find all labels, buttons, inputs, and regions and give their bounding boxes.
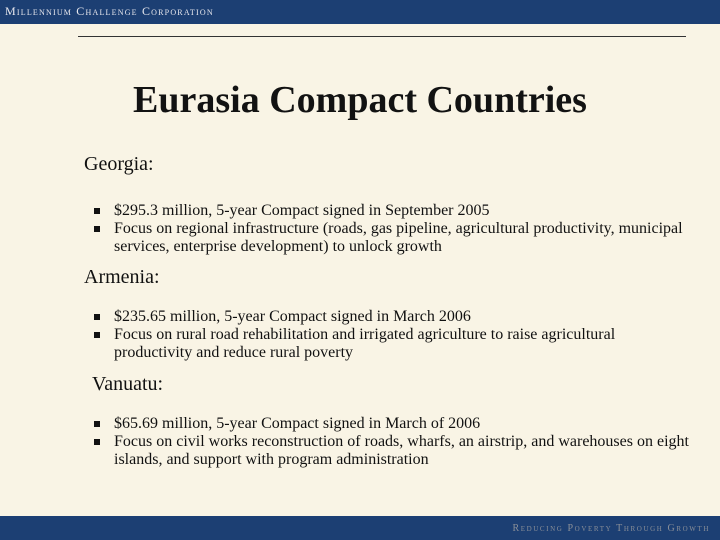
organization-name: Millennium Challenge Corporation xyxy=(5,4,214,18)
section-heading-armenia: Armenia: xyxy=(84,266,160,288)
bullet-list-georgia xyxy=(92,202,692,256)
footer-bar xyxy=(0,516,720,540)
bullet-text: Focus on civil works reconstruction of roads, wharfs, an airstrip, and warehouses on eight islands, and support with program administration xyxy=(114,433,689,468)
list-item xyxy=(92,415,692,433)
list-item xyxy=(92,433,692,469)
bullet-text: $235.65 million, 5-year Compact signed in March 2006 xyxy=(114,308,471,325)
list-item xyxy=(92,220,692,256)
bullet-text: Focus on rural road rehabilitation and irrigated agriculture to raise agricultural productivity and reduce rural poverty xyxy=(114,326,616,361)
square-bullet-icon xyxy=(94,421,100,427)
square-bullet-icon xyxy=(94,439,100,445)
header-bar xyxy=(0,0,720,24)
footer-tagline: Reducing Poverty Through Growth xyxy=(512,523,710,534)
bullet-text: $295.3 million, 5-year Compact signed in September 2005 xyxy=(114,202,490,219)
list-item xyxy=(92,202,692,220)
bullet-list-armenia xyxy=(92,308,692,362)
list-item xyxy=(92,308,692,326)
header-divider xyxy=(78,36,686,37)
list-item xyxy=(92,326,692,362)
slide-title: Eurasia Compact Countries xyxy=(133,79,587,121)
square-bullet-icon xyxy=(94,208,100,214)
square-bullet-icon xyxy=(94,332,100,338)
section-heading-vanuatu: Vanuatu: xyxy=(92,373,164,395)
bullet-text: Focus on regional infrastructure (roads, gas pipeline, agricultural productivity, municipal services, enterprise development) to unlock growth xyxy=(114,220,683,255)
bullet-text: $65.69 million, 5-year Compact signed in March of 2006 xyxy=(114,415,481,432)
section-heading-georgia: Georgia: xyxy=(84,153,154,175)
square-bullet-icon xyxy=(94,226,100,232)
bullet-list-vanuatu xyxy=(92,415,692,469)
square-bullet-icon xyxy=(94,314,100,320)
